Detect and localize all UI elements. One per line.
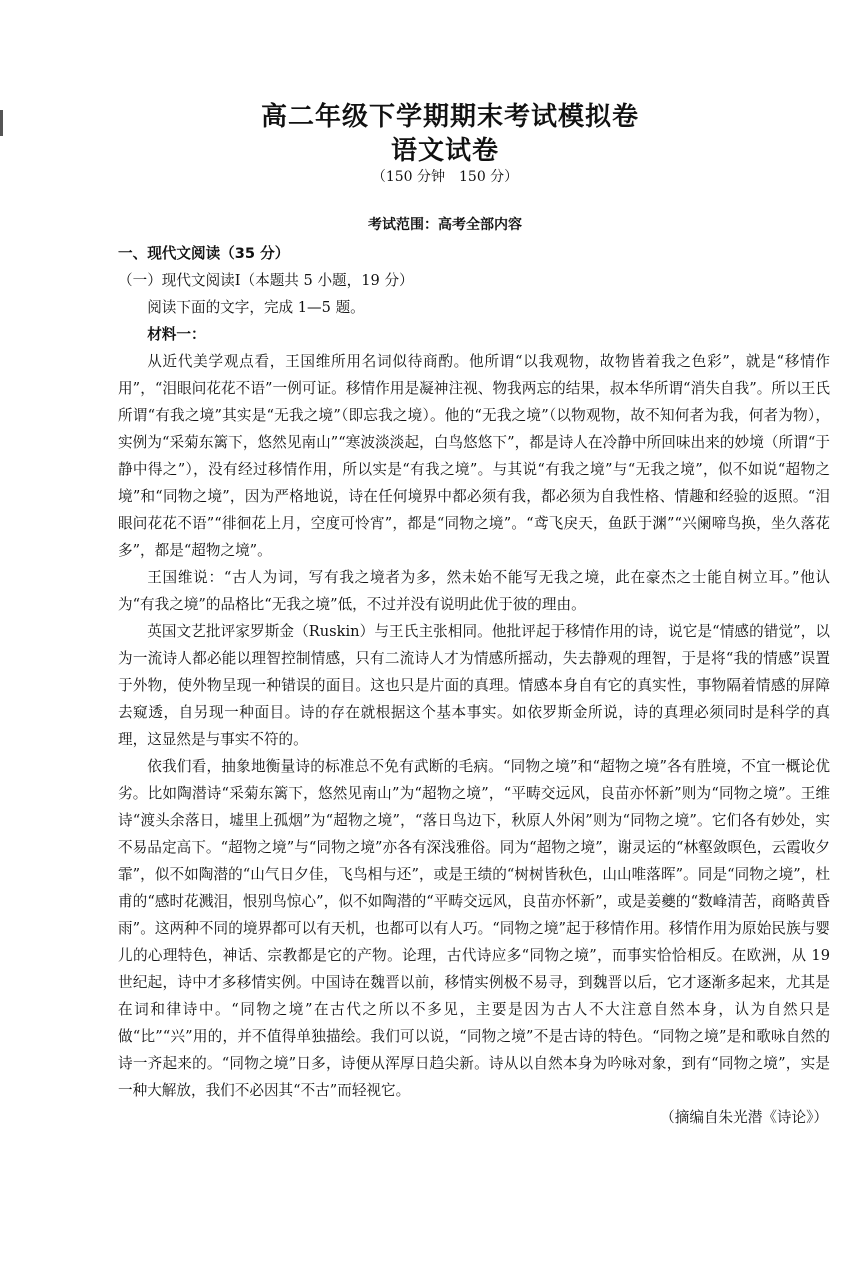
time-and-score: （150 分钟 150 分） (371, 169, 519, 185)
material-label: 材料一： (147, 326, 206, 343)
sub-section-heading: （一）现代文阅读Ⅰ（本题共 5 小题，19 分） (118, 272, 414, 289)
paragraph: 依我们看，抽象地衡量诗的标准总不免有武断的毛病。“同物之境”和“超物之境”各有胜境，不宜一概论优劣。比如陶潜诗“采菊东篱下，悠然见南山”为“超物之境”，“平畴交远风，良苗亦怀新”则为“同物之境”。王维诗“渡头余落日，墟里上孤烟”为“超物之境”，“落日鸟边下，秋原人外闲”则为“同物之境”。它们各有妙处，实不易品定高下。“超物之境”与“同物之境”亦各有深浅雅俗。同为“超物之境”，谢灵运的“林壑敛暝色，云霞收夕霏”，似不如陶潜的“山气日夕佳，飞鸟相与还”，或是王绩的“树树皆秋色，山山唯落晖”。同是“同物之境”，杜甫的“感时花溅泪，恨别鸟惊心”，似不如陶潜的“平畴交远风，良苗亦怀新”，或是姜夔的“数峰清苦，商略黄昏雨”。这两种不同的境界都可以有天机，也都可以有人巧。“同物之境”起于移情作用。移情作用为原始民族与婴儿的心理特色，神话、宗教都是它的产物。论理，古代诗应多“同物之境”，而事实恰恰相反。在欧洲，从 19 世纪起，诗中才多移情实例。中国诗在魏晋以前，移情实例极不易寻，到魏晋以后，它才逐渐多起来，尤其是在词和律诗中。“同物之境”在古代之所以不多见，主要是因为古人不大注意自然本身，认为自然只是做“比”“兴”用的，并不值得单独描绘。我们可以说，“同物之境”不是古诗的特色。“同物之境”是和歌咏自然的诗一齐起来的。“同物之境”日多，诗便从浑厚日趋尖新。诗从以自然本身为吟咏对象，到有“同物之境”，实是一种大解放，我们不必因其“不古”而轻视它。 (118, 758, 830, 1099)
section-heading: 一、现代文阅读（35 分） (118, 245, 290, 262)
exam-scope: 考试范围：高考全部内容 (368, 217, 522, 233)
paragraph: 英国文艺批评家罗斯金（Ruskin）与王氏主张相同。他批评起于移情作用的诗，说它是“情感的错觉”，以为一流诗人都必能以理智控制情感，只有二流诗人才为情感所摇动，失去静观的理智，于是将“我的情感”误置于外物，使外物呈现一种错误的面目。这也只是片面的真理。情感本身自有它的真实性，事物隔着情感的屏障去窥透，自另现一种面目。诗的存在就根据这个基本事实。如依罗斯金所说，诗的真理必须同时是科学的真理，这显然是与事实不符的。 (118, 623, 830, 748)
paragraph: 王国维说：“古人为词，写有我之境者为多，然未始不能写无我之境，此在豪杰之士能自树立耳。”他认为“有我之境”的品格比“无我之境”低，不过并没有说明此优于彼的理由。 (118, 569, 830, 613)
source-citation: （摘编自朱光潜《诗论》） (660, 1109, 828, 1126)
exam-title: 高二年级下学期期末考试模拟卷 (260, 102, 639, 132)
reading-section (118, 240, 830, 1131)
paragraph: 从近代美学观点看，王国维所用名词似待商酌。他所谓“以我观物，故物皆着我之色彩”，就是“移情作用”，“泪眼问花花不语”一例可证。移情作用是凝神注视、物我两忘的结果，叔本华所谓“消失自我”。所以王氏所谓“有我之境”其实是“无我之境”（即忘我之境）。他的“无我之境”（以物观物，故不知何者为我，何者为物），实例为“采菊东篱下，悠然见南山”“寒波淡淡起，白鸟悠悠下”，都是诗人在冷静中所回味出来的妙境（所谓“于静中得之”），没有经过移情作用，所以实是“有我之境”。与其说“有我之境”与“无我之境”，似不如说“超物之境”和“同物之境”，因为严格地说，诗在任何境界中都必须有我，都必须为自我性格、情趣和经验的返照。“泪眼问花花不语”“徘徊花上月，空度可怜宵”，都是“同物之境”。“鸢飞戾天，鱼跃于渊”“兴阑啼鸟换，坐久落花多”，都是“超物之境”。 (118, 353, 830, 559)
exam-subtitle: 语文试卷 (390, 136, 499, 166)
reading-instruction: 阅读下面的文字，完成 1—5 题。 (147, 299, 365, 316)
